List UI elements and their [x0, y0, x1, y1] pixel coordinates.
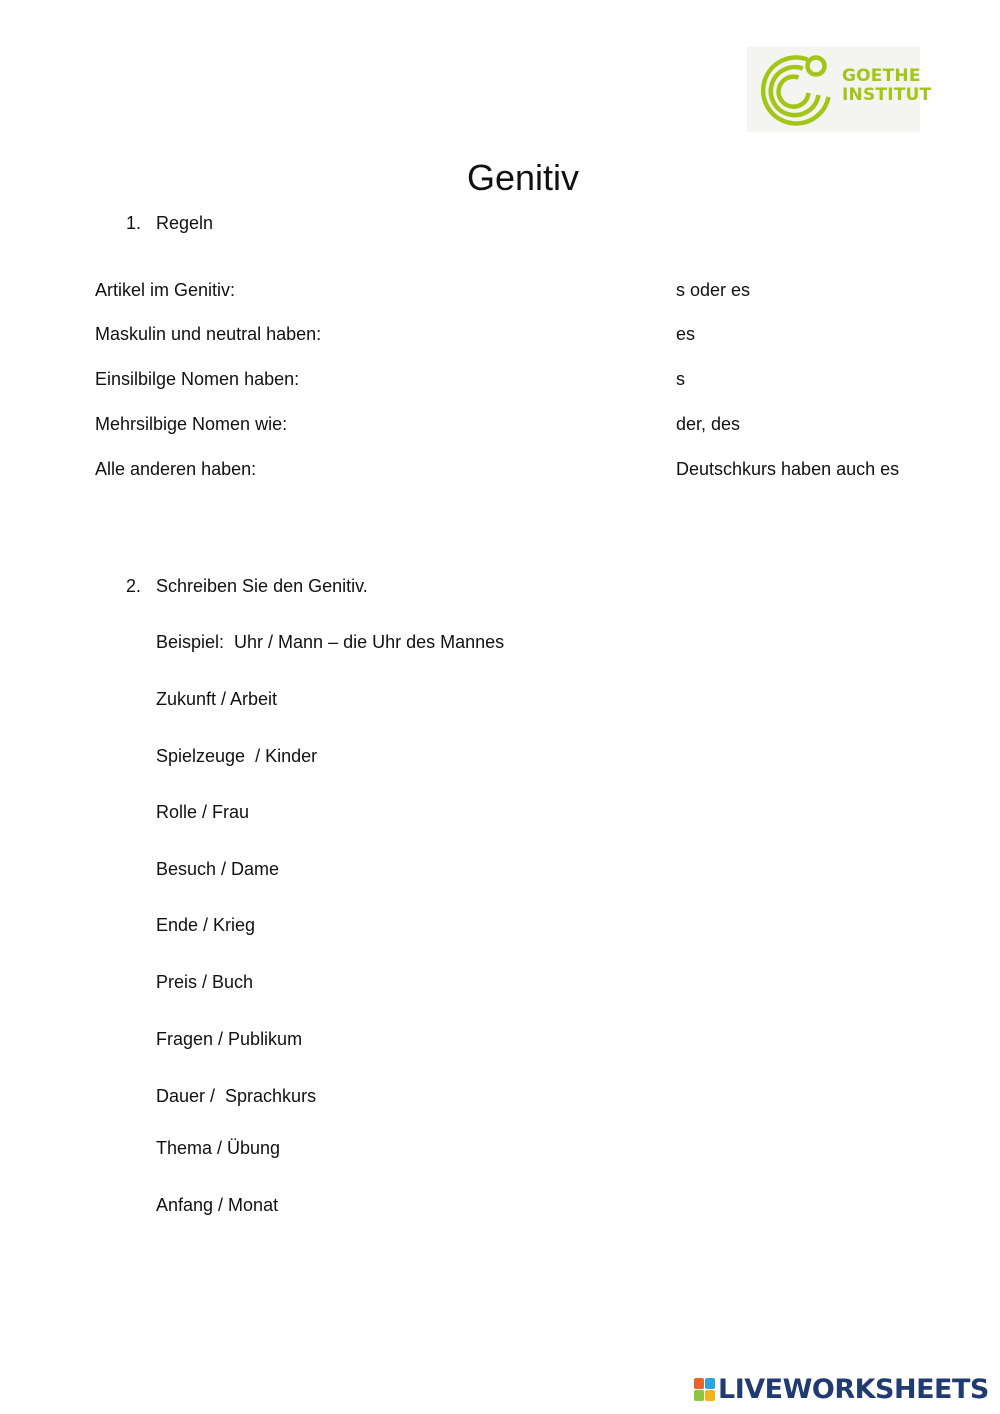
rule-value-einsilbig: s [676, 369, 685, 389]
rule-label-einsilbig: Einsilbilge Nomen haben: [95, 369, 300, 389]
liveworksheets-footer [694, 1374, 994, 1406]
exercise-item: Rolle / Frau [156, 802, 250, 822]
page-title: Genitiv [466, 157, 580, 198]
goethe-institut-logo [747, 47, 932, 132]
exercise-item: Fragen / Publikum [156, 1029, 303, 1049]
exercise-item: Spielzeuge / Kinder [156, 746, 318, 766]
exercise-item: Thema / Übung [156, 1138, 281, 1158]
section-1-heading [126, 212, 213, 234]
section-2-title: Schreiben Sie den Genitiv. [156, 576, 368, 596]
rule-label-alle-anderen: Alle anderen haben: [95, 459, 257, 479]
liveworksheets-logo-icon [694, 1378, 716, 1402]
exercise-item: Preis / Buch [156, 972, 254, 992]
rule-value-mehrsilbig: der, des [676, 414, 741, 434]
rule-label-maskulin: Maskulin und neutral haben: [95, 324, 322, 344]
goethe-logo-icon [755, 53, 835, 127]
exercise-item: Besuch / Dame [156, 859, 280, 879]
rule-value-alle-anderen: Deutschkurs haben auch es [676, 459, 900, 479]
example-line: Beispiel: Uhr / Mann – die Uhr des Mannes [156, 632, 505, 652]
exercise-item: Ende / Krieg [156, 915, 256, 935]
logo-wordmark [842, 67, 931, 105]
liveworksheets-wordmark: LIVEWORKSHEETS [718, 1374, 989, 1405]
section-2-number: 2. [126, 576, 142, 596]
exercise-item: Dauer / Sprachkurs [156, 1086, 317, 1106]
section-1-number: 1. [126, 213, 142, 233]
logo-line-institut: INSTITUT [842, 85, 932, 105]
exercise-item: Zukunft / Arbeit [156, 689, 278, 709]
rule-label-mehrsilbig: Mehrsilbige Nomen wie: [95, 414, 288, 434]
rule-value-maskulin: es [676, 324, 696, 344]
rule-label-artikel: Artikel im Genitiv: [95, 280, 236, 300]
section-2-heading [126, 575, 368, 597]
rule-value-artikel: s oder es [676, 280, 751, 300]
logo-line-goethe: GOETHE [842, 66, 921, 86]
section-1-title: Regeln [156, 213, 214, 233]
exercise-item: Anfang / Monat [156, 1195, 279, 1215]
